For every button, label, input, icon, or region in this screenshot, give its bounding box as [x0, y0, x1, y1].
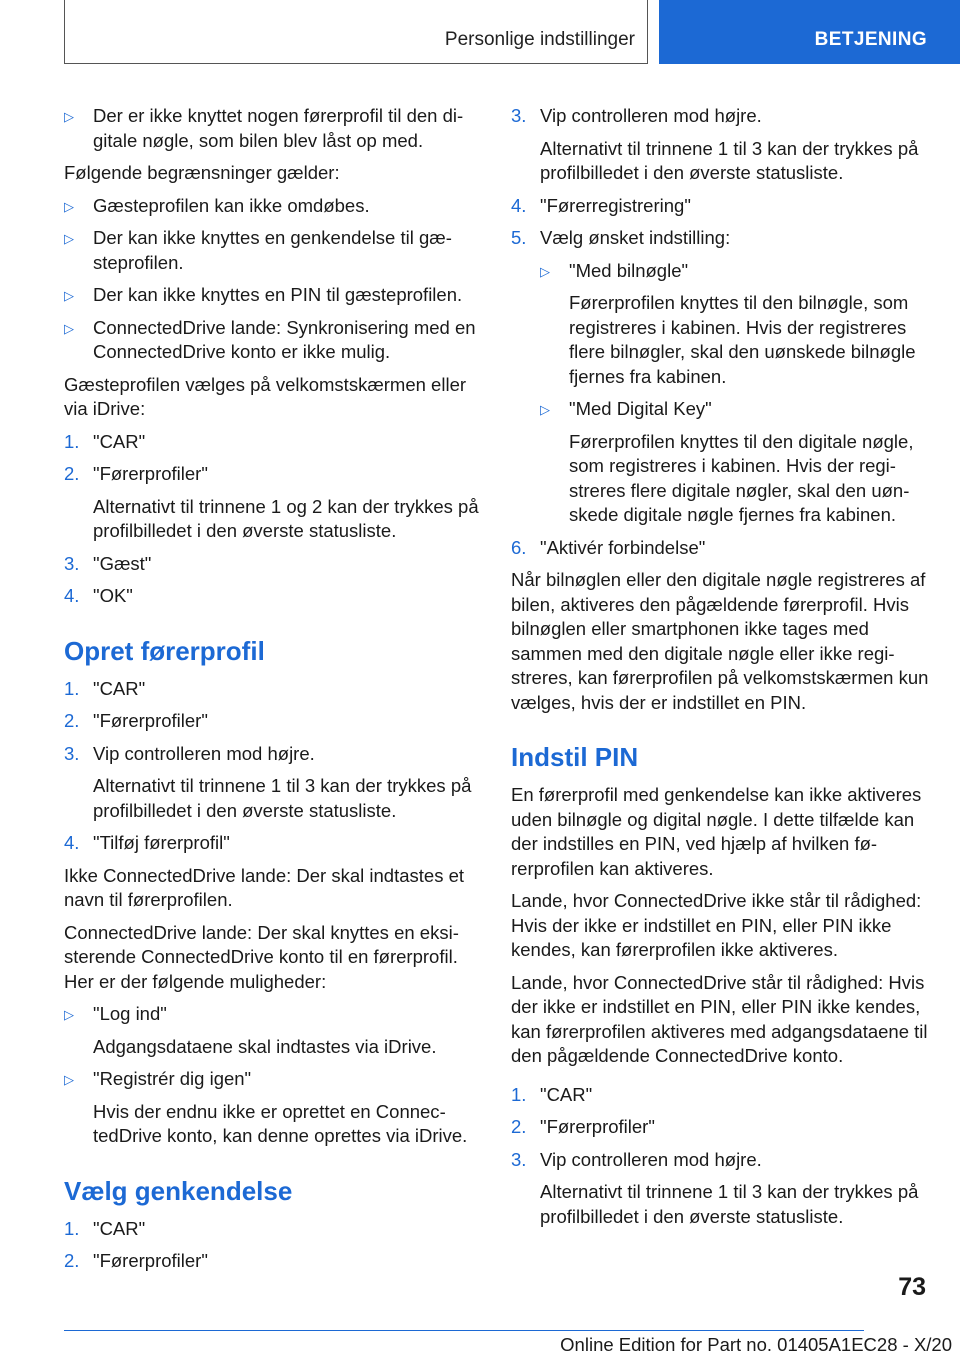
chapter-tab[interactable]: [659, 0, 960, 64]
chapter-tab-label: BETJENING: [814, 29, 927, 50]
triangle-bullet-icon: ▷: [64, 1072, 74, 1087]
footer-edition: Online Edition for Part no. 01405A1EC28 - X/20: [560, 1334, 952, 1355]
triangle-bullet-icon: ▷: [64, 231, 74, 246]
heading-set-pin: Indstil PIN: [511, 742, 639, 772]
numbered-step: 3. Vip controlleren mod højre. Alternativt til trinnene 1 til 3 kan der trykkes på profilbilledet i den øverste statusliste.: [511, 105, 919, 183]
heading-create-profile: Opret førerprofil: [64, 635, 265, 666]
triangle-bullet-icon: ▷: [64, 1007, 74, 1022]
paragraph: Ikke ConnectedDrive lande: Der skal indtastes et navn til førerprofilen.: [64, 864, 465, 910]
step5-options: [540, 259, 929, 528]
left-column: [64, 104, 482, 1282]
numbered-step: 5. Vælg ønsket indstilling: ▷ "Med bilnøgle" Førerprofilen knyttes til den bilnøgle, som registreres i kabinen. Hvis der registreres flere bilnøgler, skal den uønskede bilnøgle fjernes fra kabinen. ▷ "Med Digital Key" Førerprofilen knyttes til den digitale nøgle, som registreres i kabinen. Hvis der registreres flere digitale nøgler, skal den uønskede digitale nøgle fjernes fra kabinen.: [511, 226, 929, 528]
heading-select-recognition: Vælg genkendelse: [64, 1175, 293, 1206]
numbered-step: 6. "Aktivér forbindelse": [511, 536, 706, 558]
numbered-step: 4. "Førerregistrering": [511, 194, 691, 216]
footer-divider: [64, 1330, 864, 1331]
numbered-step: 3. Vip controlleren mod højre. Alternativt til trinnene 1 til 3 kan der trykkes på profilbilledet i den øverste statusliste.: [64, 742, 472, 821]
list-item: ▷ "Log ind" Adgangsdataene skal indtastes via iDrive.: [64, 1003, 437, 1057]
cd-options-list: [64, 1002, 482, 1149]
numbered-step: 1. "CAR": [511, 1083, 593, 1105]
recognition-steps-list: [64, 1217, 482, 1274]
numbered-step: 3. "Gæst": [64, 552, 152, 574]
list-item: ▷ "Registrér dig igen" Hvis der endnu ikke er oprettet en ConnectedDrive konto, kan denne oprettes via iDrive.: [64, 1068, 468, 1146]
numbered-step: 3. Vip controlleren mod højre. Alternativt til trinnene 1 til 3 kan der trykkes på profilbilledet i den øverste statusliste.: [511, 1148, 919, 1227]
paragraph: Lande, hvor ConnectedDrive står til rådighed: Hvis der ikke er indstillet en PIN, eller PIN ikke kendes, kan førerprofilen aktiveres med adgangsdataene til den pågældende ConnectedDrive konto.: [511, 971, 928, 1066]
numbered-step: 2. "Førerprofiler": [64, 1250, 208, 1271]
list-item: ▷ Der kan ikke knyttes en genkendelse til gæsteprofilen.: [64, 227, 452, 273]
section-title: Personlige indstillinger: [444, 29, 635, 50]
numbered-step: 4. "Tilføj førerprofil": [64, 832, 230, 853]
page-number: 73: [898, 1273, 926, 1301]
paragraph: En førerprofil med genkendelse kan ikke aktiveres uden bilnøgle og digital nøgle. I dette tilfælde kan der indstilles en PIN, ved hjælp af hvilken førerprofilen kan aktiveres.: [511, 784, 922, 879]
header-section-box: [64, 0, 648, 64]
triangle-bullet-icon: ▷: [64, 320, 74, 336]
list-item: ▷ Der er ikke knyttet nogen førerprofil til den digitale nøgle, som bilen blev låst op med.: [64, 105, 464, 151]
triangle-bullet-icon: ▷: [540, 263, 550, 279]
paragraph: Når bilnøglen eller den digitale nøgle registreres af bilen, aktiveres den pågældende førerprofil. Hvis bilnøglen eller smartphonen ikke tages med sammen med den digitale nøgle eller ikke registreres, kan førerprofilen på velkomstskærmen kun vælges, hvis der er indstillet en PIN.: [511, 569, 929, 713]
triangle-bullet-icon: ▷: [64, 288, 74, 303]
paragraph: Følgende begrænsninger gælder:: [64, 162, 340, 183]
restrictions-list: [64, 194, 482, 365]
list-item: ▷ "Med Digital Key" Førerprofilen knyttes til den digitale nøgle, som registreres i kabinen. Hvis der registreres flere digitale nøgler, skal den uønskede digitale nøgle fjernes fra kabinen.: [540, 398, 914, 525]
numbered-step: 1. "CAR": [64, 1217, 146, 1239]
numbered-step: 1. "CAR": [64, 677, 146, 699]
numbered-step: 4. "OK": [64, 585, 133, 606]
list-item: ▷ Der kan ikke knyttes en PIN til gæsteprofilen.: [64, 283, 482, 308]
recognition-steps-cont: [511, 104, 929, 560]
paragraph: Gæsteprofilen vælges på velkomstskærmen eller via iDrive:: [64, 373, 467, 419]
list-item: ▷ ConnectedDrive lande: Synkronisering med en ConnectedDrive konto er ikke mulig.: [64, 316, 476, 362]
create-steps-list: [64, 677, 482, 856]
pin-steps-list: [511, 1083, 929, 1230]
numbered-step: 2. "Førerprofiler": [64, 710, 208, 731]
guest-steps-list: [64, 430, 482, 609]
right-column: [511, 104, 929, 1237]
triangle-bullet-icon: ▷: [64, 198, 74, 214]
triangle-bullet-icon: ▷: [64, 109, 74, 124]
paragraph: Lande, hvor ConnectedDrive ikke står til rådighed: Hvis der ikke er indstillet en PIN, eller PIN ikke kendes, kan førerprofilen ikke aktiveres.: [511, 890, 922, 960]
numbered-step: 1. "CAR": [64, 430, 146, 452]
numbered-step: 2. "Førerprofiler" Alternativt til trinnene 1 og 2 kan der trykkes på profilbilledet i den øverste statusliste.: [64, 463, 479, 541]
paragraph: ConnectedDrive lande: Der skal knyttes en eksisterende ConnectedDrive konto til en førerprofil. Her er der følgende muligheder:: [64, 921, 459, 992]
list-item: ▷ "Med bilnøgle" Førerprofilen knyttes til den bilnøgle, som registreres i kabinen. Hvis der registreres flere bilnøgler, skal den uønskede bilnøgle fjernes fra kabinen.: [540, 259, 916, 387]
list-item: ▷ Gæsteprofilen kan ikke omdøbes.: [64, 194, 482, 219]
triangle-bullet-icon: ▷: [540, 402, 550, 417]
numbered-step: 2. "Førerprofiler": [511, 1116, 655, 1137]
